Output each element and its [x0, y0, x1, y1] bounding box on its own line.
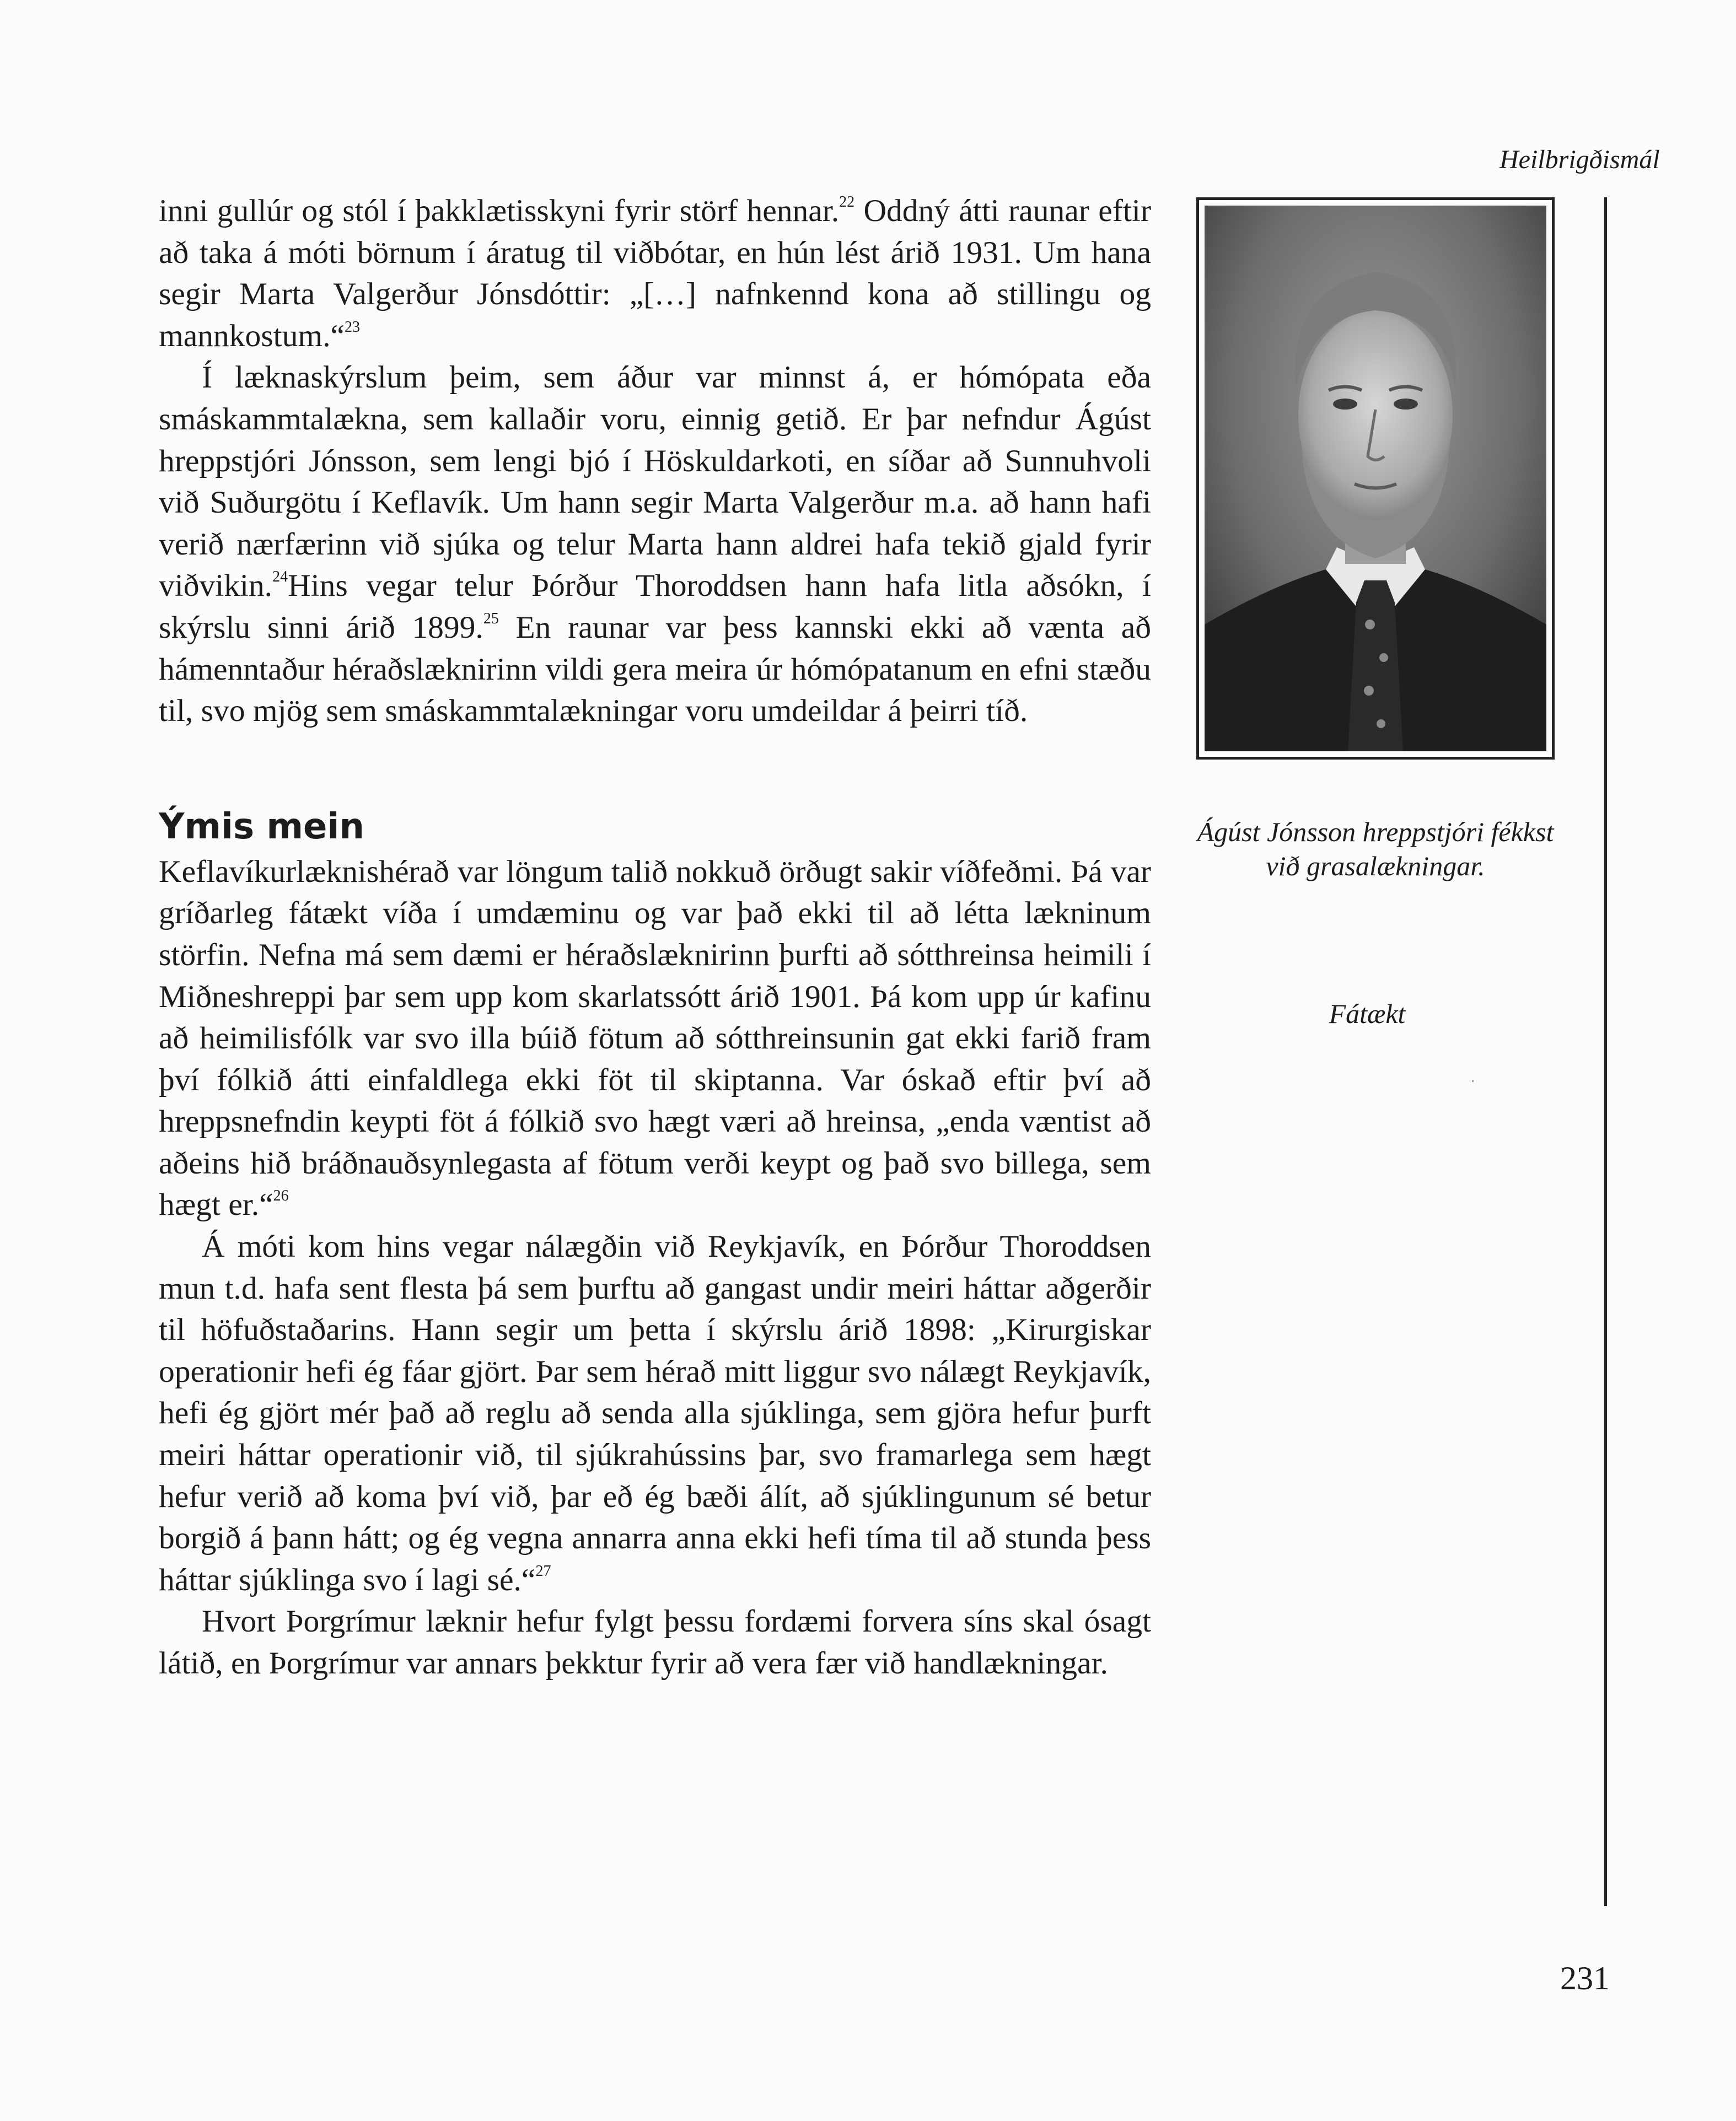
margin-rule — [1604, 197, 1607, 1906]
footnote-ref: 27 — [535, 1562, 551, 1580]
portrait-image — [1205, 206, 1546, 751]
footnote-ref: 25 — [483, 610, 499, 627]
margin-note: Fátækt — [1329, 998, 1406, 1029]
paragraph: Keflavíkurlæknishérað var löngum talið nokkuð örðugt sakir víðfeðmi. Þá var gríðarleg fátækt víða í umdæminu og var það ekki til að létta lækninum störfin. Nefna má sem dæmi er héraðslæknirinn þurfti að sótthreinsa heimili í Miðneshreppi þar sem upp kom skarlatssótt árið 1901. Þá kom upp úr kafinu að heimilisfólk var svo illa búið fötum að sótthreinsunin gat ekki farið fram því fólkið átti einfaldlega ekki föt til skiptanna. Var óskað eftir því að hreppsnefndin keypti föt á fólkið svo hægt væri að hreinsa, „enda væntist að aðeins hið bráðnauðsynlegasta af fötum verði keypt og það svo billega, sem hægt er.“$^{26}$ — [159, 854, 1151, 1223]
portrait-photo — [1196, 197, 1555, 760]
running-head: Heilbrigðismál — [1499, 145, 1660, 174]
paragraph: inni gullúr og stól í þakklætisskyni fyrir störf hennar.$^{22}$ Oddný átti raunar eftir að taka á móti börnum í áratug til viðbótar, en hún lést árið 1931. Um hana segir Marta Valgerður Jónsdóttir: „[…] nafnkennd kona að stillingu og mannkostum.“$^{23}$ — [159, 193, 1152, 353]
page-number: 231 — [1560, 1960, 1610, 1996]
main-text-column — [159, 190, 1151, 1684]
footnote-ref: 23 — [344, 318, 360, 336]
footnote-ref: 26 — [273, 1187, 289, 1205]
section-heading: Ýmis mein — [159, 806, 364, 847]
photo-caption: Ágúst Jónsson hreppstjóri fékkst við grasalækningar. — [1197, 816, 1554, 881]
scan-speck — [1472, 1080, 1474, 1082]
footnote-ref: 22 — [839, 193, 855, 211]
paragraph: Hvort Þorgrímur læknir hefur fylgt þessu fordæmi forvera síns skal ósagt látið, en Þorgrímur var annars þekktur fyrir að vera fær við handlækningar. — [159, 1604, 1151, 1681]
paragraph: Í læknaskýrslum þeim, sem áður var minnst á, er hómópata eða smáskammtalækna, sem kallaðir voru, einnig getið. Er þar nefndur Ágúst hreppstjóri Jónsson, sem lengi bjó í Höskuldarkoti, en síðar að Sunnuhvoli við Suðurgötu í Keflavík. Um hann segir Marta Valgerður m.a. að hann hafi verið nærfærinn við sjúka og telur Marta hann aldrei hafa tekið gjald fyrir viðvikin.$^{24}$Hins vegar telur Þórður Thoroddsen hann hafa litla aðsókn, í skýrslu sinni árið 1899.25 En raunar var þess kannski ekki að vænta að hámenntaður héraðslæknirinn vildi gera meira úr hómópatanum en efni stæðu til, svo mjög sem smáskammtalækningar voru umdeildar á þeirri tíð. — [159, 360, 1151, 729]
footnote-ref: 24 — [272, 568, 288, 586]
paragraph: Á móti kom hins vegar nálægðin við Reykjavík, en Þórður Thoroddsen mun t.d. hafa sent flesta þá sem þurftu að gangast undir meiri háttar aðgerðir til höfuðstaðarins. Hann segir um þetta í skýrslu árið 1898: „Kirurgiskar operationir hefi ég fáar gjört. Þar sem hérað mitt liggur svo nálægt Reykjavík, hefi ég gjört mér það að reglu að senda alla sjúklinga, sem gjöra hefur þurft meiri háttar operationir við, til sjúkrahússins þar, svo framarlega sem hægt hefur verið að koma því við, þar eð ég bæði álít, að sjúklingunum sé betur borgið á þann hátt; og ég vegna annarra anna ekki hefi tíma til að stunda þess háttar sjúklinga svo í lagi sé.“$^{27}$ — [159, 1229, 1151, 1597]
